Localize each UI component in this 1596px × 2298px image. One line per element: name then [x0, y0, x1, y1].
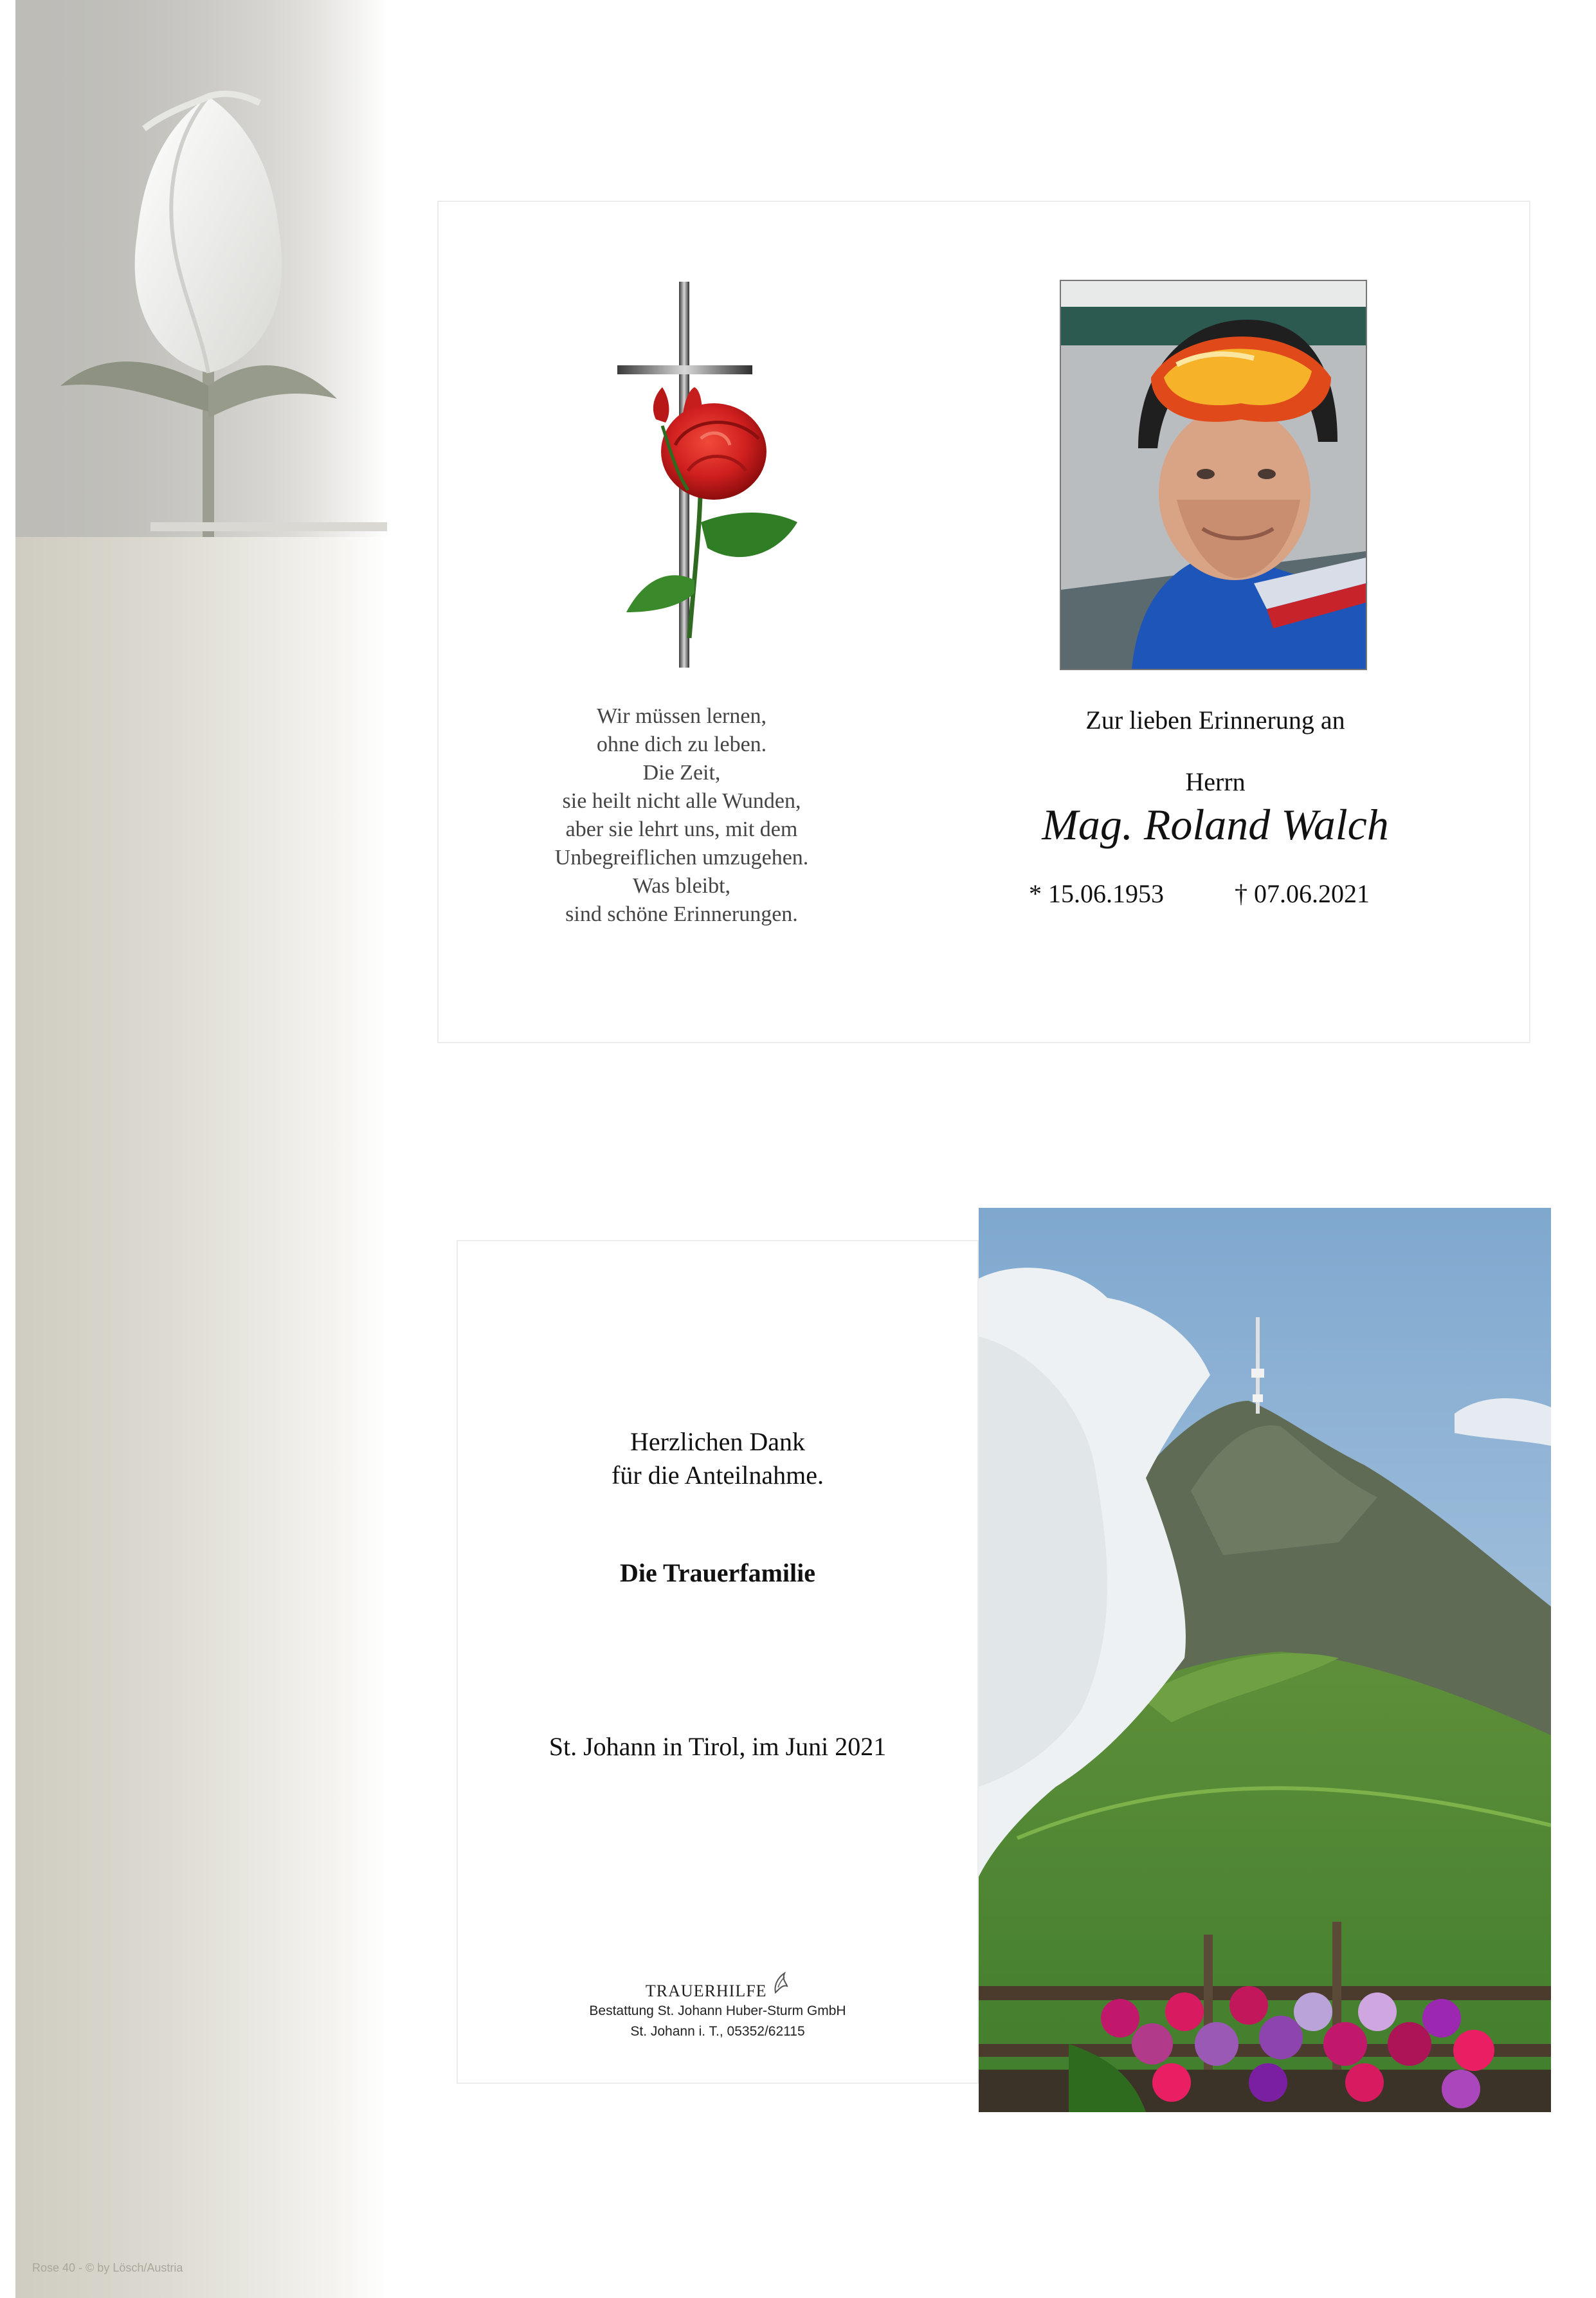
cross-with-rose-icon [604, 278, 810, 670]
verse-line: sind schöne Erinnerungen. [565, 902, 798, 926]
white-rose-image [15, 0, 387, 537]
death-date: † 07.06.2021 [1235, 879, 1370, 908]
thank-you-card [457, 1240, 979, 2084]
verse-line: sie heilt nicht alle Wunden, [562, 789, 801, 813]
undertaker-contact: St. Johann i. T., 05352/62115 [630, 2024, 805, 2039]
verse-line: Was bleibt, [632, 874, 731, 898]
portrait-photo [1060, 280, 1367, 670]
image-credit: Rose 40 - © by Lösch/Austria [32, 2261, 183, 2274]
memorial-verse [514, 702, 849, 929]
memorial-intro: Zur lieben Erinnerung an [1085, 706, 1345, 734]
undertaker-company: Bestattung St. Johann Huber-Sturm GmbH [589, 2003, 846, 2018]
undertaker-name: TRAUERHILFE [645, 1982, 767, 2000]
verse-line: Unbegreiflichen umzugehen. [554, 846, 809, 870]
verse-line: Wir müssen lernen, [597, 704, 766, 728]
salutation: Herrn [1185, 767, 1246, 796]
thanks-line: für die Anteilnahme. [612, 1461, 824, 1490]
verse-line: Die Zeit, [642, 761, 721, 785]
mountain-landscape-photo [979, 1208, 1551, 2112]
place-date: St. Johann in Tirol, im Juni 2021 [549, 1732, 887, 1761]
decorative-strip [15, 0, 387, 2298]
verse-line: ohne dich zu leben. [596, 733, 767, 756]
thanks-line: Herzlichen Dank [630, 1427, 806, 1456]
thanks-message [521, 1425, 914, 1492]
wing-icon [772, 1972, 790, 1994]
verse-line: aber sie lehrt uns, mit dem [565, 817, 798, 841]
undertaker-block [521, 1972, 914, 2042]
family-signature: Die Trauerfamilie [620, 1558, 815, 1587]
birth-date: * 15.06.1953 [1029, 879, 1164, 908]
deceased-name: Mag. Roland Walch [1042, 800, 1389, 849]
